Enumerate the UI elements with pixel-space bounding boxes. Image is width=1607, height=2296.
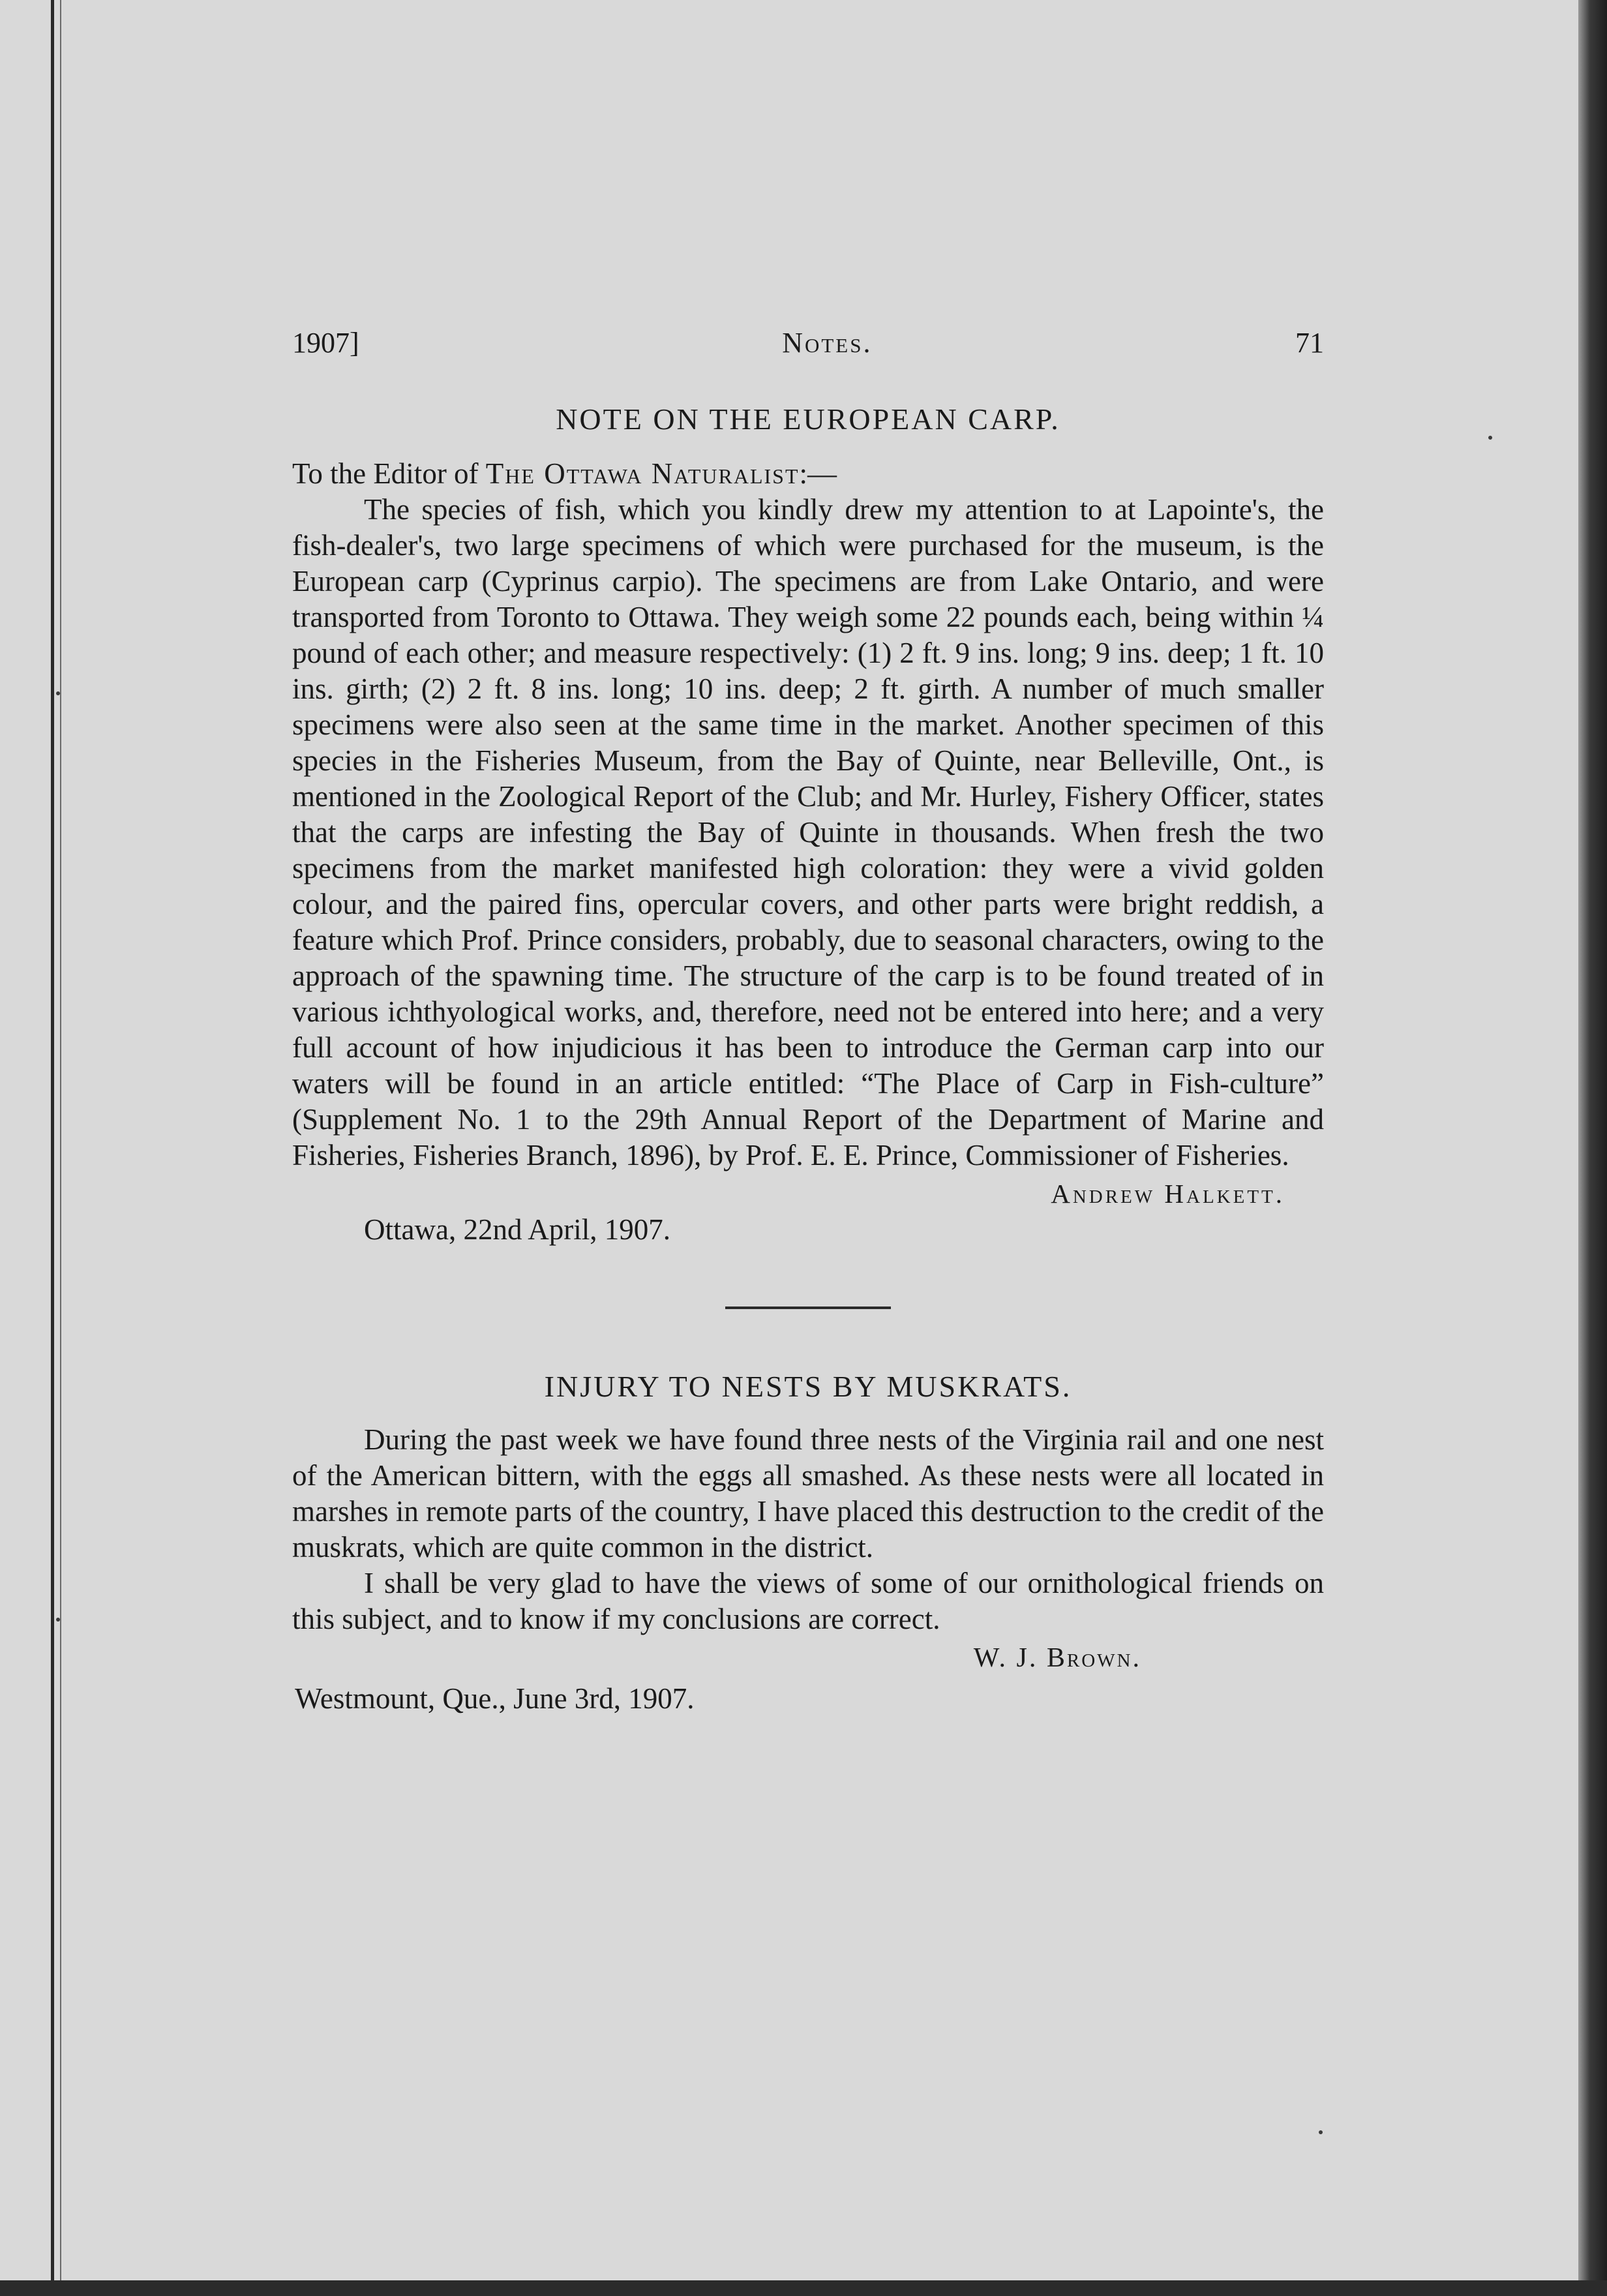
running-head: [292, 326, 1324, 372]
journal-name: The Ottawa Naturalist: [485, 457, 800, 490]
salutation-suffix: :—: [799, 457, 837, 490]
running-head-year: 1907]: [292, 327, 359, 359]
salutation-prefix: To the Editor of: [292, 457, 486, 490]
author-signature: Andrew Halkett.: [1051, 1179, 1285, 1209]
scan-speck: [56, 1618, 60, 1622]
section-divider: [725, 1307, 891, 1309]
binding-edge-inner: [60, 0, 61, 2296]
binding-edge: [51, 0, 54, 2296]
scan-speck: [56, 691, 60, 695]
author-signature-2: W. J. Brown.: [973, 1643, 1141, 1673]
dateline: Ottawa, 22nd April, 1907.: [364, 1213, 670, 1246]
page-right-edge: [1578, 0, 1607, 2296]
article-2-paragraph-1: During the past week we have found three nests of the Virginia rail and one nest of the American bittern, with the eggs all smashed. As these nests were all located in marshes in remote parts of the country, I have placed this destruction to the credit of the muskrats, which are quite common in the district.: [292, 1423, 1324, 1563]
page-content: [292, 326, 1324, 1718]
running-head-section: Notes.: [782, 327, 873, 359]
article-2-paragraph-2: I shall be very glad to have the views of some of our ornithological friends on this subject, and to know if my conclusions are correct.: [292, 1567, 1324, 1635]
article-body: The species of fish, which you kindly drew my attention to at Lapointe's, the fish-dealer's, two large specimens of which were purchased for the museum, is the European carp (Cyprinus carpio). The specimens are from Lake Ontario, and were transported from Toronto to Ottawa. They weigh some 22 pounds each, being within ¼ pound of each other; and measure respectively: (1) 2 ft. 9 ins. long; 9 ins. deep; 1 ft. 10 ins. girth; (2) 2 ft. 8 ins. long; 10 ins. deep; 2 ft. girth. A number of much smaller specimens were also seen at the same time in the market. Another specimen of this species in the Fisheries Museum, from the Bay of Quinte, near Belleville, Ont., is mentioned in the Zoological Report of the Club; and Mr. Hurley, Fishery Officer, states that the carps are infesting the Bay of Quinte in thousands. When fresh the two specimens from the market manifested high coloration: they were a vivid golden colour, and the paired fins, opercular covers, and other parts were bright reddish, a feature which Prof. Prince considers, probably, due to seasonal characters, owing to the approach of the spawning time. The structure of the carp is to be found treated of in various ichthyological works, and, therefore, need not be entered into here; and a very full account of how injudicious it has been to introduce the German carp into our waters will be found in an article entitled: “The Place of Carp in Fish-culture” (Supplement No. 1 to the 29th Annual Report of the Department of Marine and Fisheries, Fisheries Branch, 1896), by Prof. E. E. Prince, Commissioner of Fisheries.: [292, 493, 1324, 1171]
article-title-2: INJURY TO NESTS BY MUSKRATS.: [544, 1370, 1072, 1403]
scan-speck: [1319, 2130, 1323, 2134]
page-bottom-edge: [0, 2280, 1607, 2296]
dateline-2: Westmount, Que., June 3rd, 1907.: [295, 1682, 695, 1715]
page-number: 71: [1295, 327, 1324, 359]
article-title: NOTE ON THE EUROPEAN CARP.: [556, 402, 1060, 436]
salutation: [292, 456, 1324, 492]
scan-speck: [1488, 436, 1492, 440]
